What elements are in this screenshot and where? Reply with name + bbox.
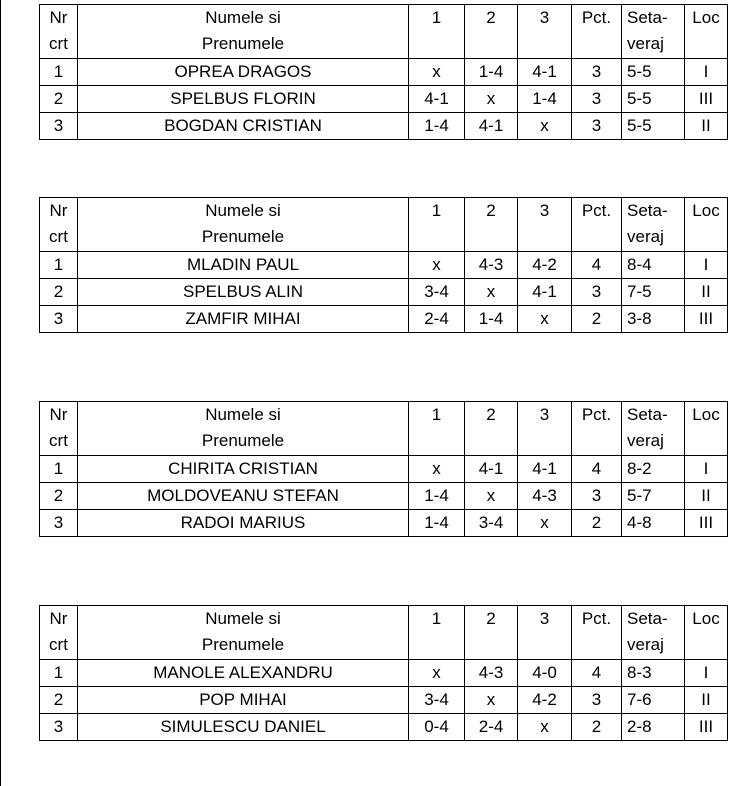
col-result-2: 2-4 (465, 714, 518, 741)
col-result-3: 4-0 (518, 660, 572, 687)
col-name: RADOI MARIUS (78, 510, 409, 537)
header-set-average-line-2: veraj (627, 635, 664, 654)
col-nr: 2 (40, 86, 78, 113)
header-col-2 (465, 402, 518, 456)
header-name-line-1: Numele si (205, 201, 281, 220)
col-name: CHIRITA CRISTIAN (78, 456, 409, 483)
col-place: II (685, 279, 728, 306)
header-set-average-line-1: Seta- (627, 609, 668, 628)
header-nr-line-1: Nr (49, 405, 68, 424)
col-result-2: 4-1 (465, 456, 518, 483)
header-set-average-line-2: veraj (627, 431, 664, 450)
col-name: BOGDAN CRISTIAN (78, 113, 409, 140)
col-nr: 1 (40, 456, 78, 483)
table-row (40, 279, 728, 306)
col-set-average: 7-6 (622, 687, 685, 714)
col-result-1: 3-4 (409, 279, 465, 306)
header-set-average-line-1: Seta- (627, 8, 668, 27)
col-result-1: x (409, 660, 465, 687)
col-nr: 2 (40, 483, 78, 510)
col-result-3: x (518, 714, 572, 741)
header-col-3-line-1: 3 (539, 609, 550, 628)
col-name: MLADIN PAUL (78, 252, 409, 279)
col-place: I (685, 660, 728, 687)
header-nr (40, 606, 78, 660)
header-row (40, 5, 728, 59)
table-row (40, 660, 728, 687)
table-row (40, 483, 728, 510)
col-result-1: 1-4 (409, 510, 465, 537)
col-result-2: 4-3 (465, 252, 518, 279)
col-points: 3 (572, 687, 622, 714)
header-col-1-line-1: 1 (431, 609, 442, 628)
header-col-3-line-1: 3 (539, 405, 550, 424)
col-place: III (685, 714, 728, 741)
header-place-line-1: Loc (692, 405, 720, 424)
col-result-1: 1-4 (409, 113, 465, 140)
header-name-line-2: Prenumele (201, 635, 285, 654)
col-result-3: x (518, 306, 572, 333)
header-col-3 (518, 198, 572, 252)
col-result-3: 4-1 (518, 456, 572, 483)
col-name: ZAMFIR MIHAI (78, 306, 409, 333)
header-name (78, 402, 409, 456)
header-nr (40, 5, 78, 59)
col-place: III (685, 86, 728, 113)
header-col-2-line-1: 2 (486, 405, 496, 424)
table-row (40, 456, 728, 483)
header-points-line-1: Pct. (581, 405, 612, 424)
col-name: MOLDOVEANU STEFAN (78, 483, 409, 510)
header-place (685, 606, 728, 660)
header-points-line-1: Pct. (581, 8, 612, 27)
header-points (572, 198, 622, 252)
col-result-1: 1-4 (409, 483, 465, 510)
group-table (39, 605, 728, 741)
col-points: 3 (572, 113, 622, 140)
col-result-2: x (465, 279, 518, 306)
col-place: II (685, 113, 728, 140)
header-nr-line-2: crt (49, 431, 68, 450)
table-row (40, 86, 728, 113)
col-result-1: 2-4 (409, 306, 465, 333)
col-nr: 3 (40, 714, 78, 741)
header-nr-line-1: Nr (49, 201, 68, 220)
group-table (39, 4, 728, 140)
header-col-1 (409, 402, 465, 456)
col-place: I (685, 59, 728, 86)
header-col-2-line-1: 2 (486, 8, 496, 27)
header-name-line-1: Numele si (205, 8, 281, 27)
col-set-average: 8-4 (622, 252, 685, 279)
col-place: II (685, 687, 728, 714)
header-set-average-line-1: Seta- (627, 201, 668, 220)
header-points (572, 402, 622, 456)
header-row (40, 606, 728, 660)
col-result-2: 4-1 (465, 113, 518, 140)
col-result-1: x (409, 252, 465, 279)
col-result-3: 4-2 (518, 252, 572, 279)
header-col-3 (518, 402, 572, 456)
header-place (685, 5, 728, 59)
col-place: III (685, 510, 728, 537)
header-name (78, 198, 409, 252)
header-place (685, 198, 728, 252)
header-row (40, 198, 728, 252)
header-place-line-1: Loc (692, 8, 720, 27)
header-col-1-line-1: 1 (431, 201, 442, 220)
header-place-line-1: Loc (692, 201, 720, 220)
col-nr: 3 (40, 113, 78, 140)
col-set-average: 5-5 (622, 86, 685, 113)
table-row (40, 306, 728, 333)
col-result-2: 4-3 (465, 660, 518, 687)
col-set-average: 5-5 (622, 59, 685, 86)
col-points: 3 (572, 279, 622, 306)
col-points: 3 (572, 483, 622, 510)
col-set-average: 7-5 (622, 279, 685, 306)
col-place: I (685, 456, 728, 483)
col-result-3: x (518, 113, 572, 140)
table-row (40, 510, 728, 537)
col-result-1: 4-1 (409, 86, 465, 113)
header-set-average (622, 198, 685, 252)
header-col-1 (409, 198, 465, 252)
header-row (40, 402, 728, 456)
col-points: 2 (572, 510, 622, 537)
col-set-average: 5-5 (622, 113, 685, 140)
header-col-3-line-1: 3 (539, 8, 550, 27)
col-set-average: 4-8 (622, 510, 685, 537)
col-result-1: x (409, 456, 465, 483)
header-name-line-2: Prenumele (201, 431, 285, 450)
header-name (78, 606, 409, 660)
col-nr: 3 (40, 510, 78, 537)
header-col-2 (465, 198, 518, 252)
group-table (39, 401, 728, 537)
col-points: 4 (572, 660, 622, 687)
header-nr-line-2: crt (49, 34, 68, 53)
header-set-average (622, 5, 685, 59)
header-col-2-line-1: 2 (486, 609, 496, 628)
col-result-1: x (409, 59, 465, 86)
col-result-3: 4-2 (518, 687, 572, 714)
table-row (40, 59, 728, 86)
header-set-average-line-2: veraj (627, 34, 664, 53)
col-result-1: 0-4 (409, 714, 465, 741)
col-set-average: 8-3 (622, 660, 685, 687)
col-set-average: 5-7 (622, 483, 685, 510)
table-row (40, 252, 728, 279)
table-row (40, 687, 728, 714)
col-name: SIMULESCU DANIEL (78, 714, 409, 741)
page-left-edge (0, 0, 1, 786)
col-points: 2 (572, 714, 622, 741)
col-result-2: x (465, 687, 518, 714)
col-name: MANOLE ALEXANDRU (78, 660, 409, 687)
col-points: 4 (572, 252, 622, 279)
col-result-3: 4-1 (518, 59, 572, 86)
header-nr (40, 198, 78, 252)
col-points: 2 (572, 306, 622, 333)
col-result-2: 3-4 (465, 510, 518, 537)
col-place: II (685, 483, 728, 510)
header-nr-line-2: crt (49, 227, 68, 246)
header-name (78, 5, 409, 59)
header-set-average (622, 402, 685, 456)
col-points: 3 (572, 86, 622, 113)
header-set-average-line-2: veraj (627, 227, 664, 246)
header-nr-line-1: Nr (49, 609, 68, 628)
header-place-line-1: Loc (692, 609, 720, 628)
header-place (685, 402, 728, 456)
col-result-2: 1-4 (465, 306, 518, 333)
col-place: III (685, 306, 728, 333)
col-nr: 1 (40, 252, 78, 279)
col-set-average: 3-8 (622, 306, 685, 333)
col-name: OPREA DRAGOS (78, 59, 409, 86)
table-row (40, 113, 728, 140)
col-result-1: 3-4 (409, 687, 465, 714)
col-result-3: x (518, 510, 572, 537)
header-name-line-2: Prenumele (201, 34, 285, 53)
header-set-average-line-1: Seta- (627, 405, 668, 424)
header-points-line-1: Pct. (581, 609, 612, 628)
col-set-average: 2-8 (622, 714, 685, 741)
header-nr (40, 402, 78, 456)
col-name: SPELBUS ALIN (78, 279, 409, 306)
col-result-3: 4-3 (518, 483, 572, 510)
header-col-2 (465, 606, 518, 660)
header-name-line-2: Prenumele (201, 227, 285, 246)
col-result-3: 1-4 (518, 86, 572, 113)
header-col-3 (518, 606, 572, 660)
header-col-3-line-1: 3 (539, 201, 550, 220)
header-name-line-1: Numele si (205, 405, 281, 424)
col-name: SPELBUS FLORIN (78, 86, 409, 113)
header-col-3 (518, 5, 572, 59)
header-col-1 (409, 5, 465, 59)
col-nr: 3 (40, 306, 78, 333)
col-nr: 2 (40, 687, 78, 714)
header-set-average (622, 606, 685, 660)
col-nr: 1 (40, 660, 78, 687)
col-nr: 2 (40, 279, 78, 306)
header-col-2 (465, 5, 518, 59)
header-col-2-line-1: 2 (486, 201, 496, 220)
col-place: I (685, 252, 728, 279)
col-points: 4 (572, 456, 622, 483)
col-name: POP MIHAI (78, 687, 409, 714)
header-points-line-1: Pct. (581, 201, 612, 220)
header-points (572, 606, 622, 660)
header-nr-line-1: Nr (49, 8, 68, 27)
header-col-1 (409, 606, 465, 660)
header-col-1-line-1: 1 (431, 8, 442, 27)
header-nr-line-2: crt (49, 635, 68, 654)
col-result-2: x (465, 483, 518, 510)
header-name-line-1: Numele si (205, 609, 281, 628)
col-result-2: 1-4 (465, 59, 518, 86)
header-points (572, 5, 622, 59)
table-row (40, 714, 728, 741)
group-table (39, 197, 728, 333)
col-result-2: x (465, 86, 518, 113)
col-set-average: 8-2 (622, 456, 685, 483)
col-nr: 1 (40, 59, 78, 86)
col-result-3: 4-1 (518, 279, 572, 306)
col-points: 3 (572, 59, 622, 86)
header-col-1-line-1: 1 (431, 405, 442, 424)
